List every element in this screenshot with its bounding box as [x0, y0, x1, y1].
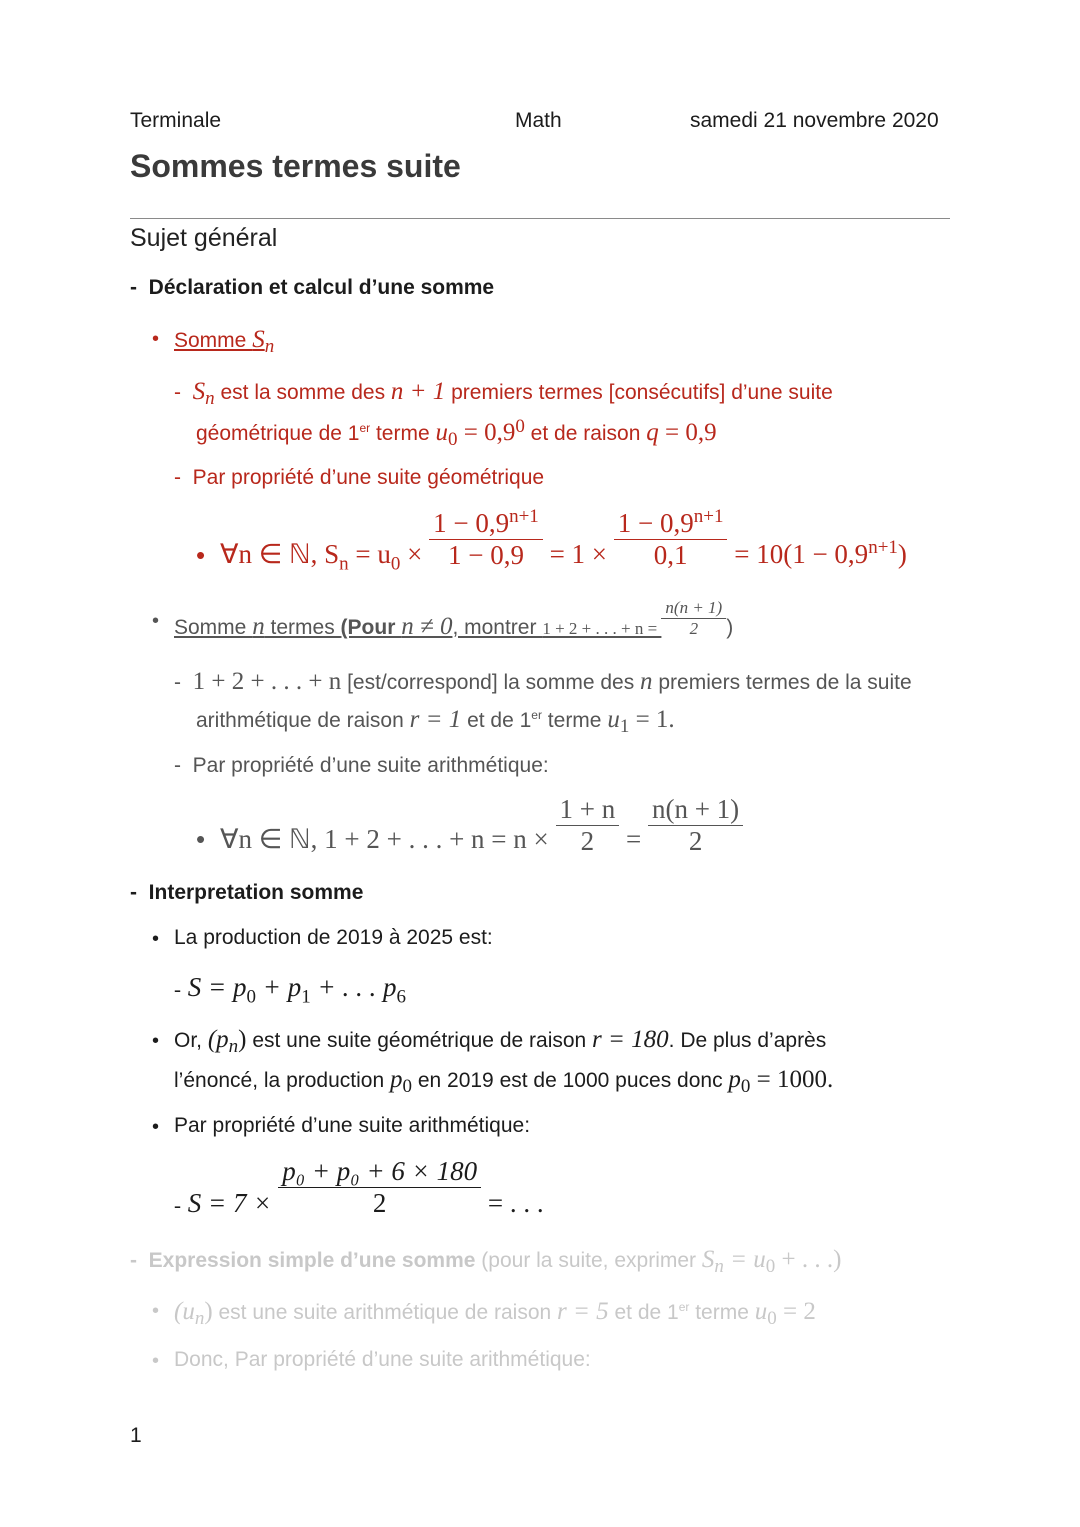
math-symbol: S [192, 378, 206, 405]
text-span: est une suite géométrique de raison [246, 1029, 593, 1052]
fraction-numerator: p₀ + p₀ + 6 × 180 [282, 1156, 478, 1186]
math-expr: (p [207, 1026, 229, 1053]
math-subscript: n [228, 1036, 239, 1058]
formula-part: ) [897, 538, 907, 569]
text-span: Par propriété d’une suite arithmétique: [192, 754, 549, 777]
text-span: et de 1 [608, 1301, 679, 1324]
formula-part: × [400, 538, 423, 569]
formula-part: = 1 × [549, 538, 608, 569]
math-superscript: n+1 [509, 506, 539, 527]
text-span: termes [264, 616, 341, 640]
math-subscript: 0 [246, 986, 256, 1008]
section-subject: Sujet général [130, 224, 278, 252]
arith-definition-line2 [196, 706, 675, 738]
math-expr: r = 1 [409, 706, 462, 733]
fraction-numerator: 1 + n [559, 794, 616, 824]
dash-marker: - [130, 1249, 137, 1272]
fraction [648, 794, 743, 857]
text-span: et de 1 [461, 709, 532, 732]
arith-property-line [174, 754, 549, 778]
math-subscript: 0 [740, 1076, 751, 1098]
superscript: er [678, 1300, 690, 1314]
fraction [661, 598, 726, 639]
text-span: l’énoncé, la production [174, 1069, 390, 1092]
text-span: est la somme des [214, 381, 391, 404]
bullet-dot: • [152, 1030, 160, 1052]
donc-line: Donc, Par propriété d’une suite arithmétique: [174, 1348, 591, 1371]
fraction [556, 794, 620, 857]
math-expr: = u [723, 1246, 766, 1273]
math-superscript: 0 [515, 416, 525, 437]
math-subscript: n [264, 336, 275, 358]
fraction-denominator: 1 − 0,9 [429, 539, 543, 571]
item-somme-sn [174, 326, 274, 358]
fraction-numerator: n(n + 1) [651, 794, 740, 824]
math-subscript: n [194, 1308, 205, 1330]
math-subscript: n [205, 388, 215, 410]
fraction-denominator: 2 [278, 1187, 481, 1219]
formula-part: + . . . p [310, 972, 397, 1002]
section-heading-expression [130, 1246, 841, 1278]
item-label: Somme [174, 329, 253, 352]
header-date: samedi 21 novembre 2020 [690, 109, 939, 132]
page-title: Sommes termes suite [130, 148, 461, 184]
math-expr: n ≠ 0 [401, 613, 453, 641]
fraction [278, 1156, 481, 1219]
math-subscript: 0 [767, 1308, 777, 1330]
heading-text: Déclaration et calcul d’une somme [148, 276, 495, 299]
superscript: er [359, 421, 371, 435]
geometric-sum-formula [220, 508, 907, 573]
production-line: La production de 2019 à 2025 est: [174, 926, 493, 949]
text-span: (Pour [340, 616, 402, 640]
fraction-denominator: 2 [661, 618, 726, 639]
math-superscript: n+1 [868, 536, 898, 558]
dash-marker: - [174, 754, 181, 777]
math-symbol: u [607, 706, 620, 733]
formula-part: S = p [187, 972, 247, 1002]
math-symbol: S [701, 1246, 715, 1273]
fraction-denominator: 0,1 [614, 539, 728, 571]
math-symbol: n [640, 668, 653, 695]
math-symbol: n [252, 613, 265, 641]
bullet-dot: • [152, 1300, 160, 1322]
math-expr: 1 + 2 + . . . + n = [542, 619, 662, 639]
math-expr: ) [204, 1298, 213, 1325]
math-symbol: u [435, 419, 448, 446]
math-expr: = 0,9 [457, 419, 516, 446]
fraction-numerator: 1 − 0,9 [433, 508, 510, 538]
math-expr: = 2 [776, 1298, 816, 1325]
header-class: Terminale [130, 109, 222, 132]
math-subscript: 0 [402, 1076, 412, 1098]
geometric-sequence-line2 [174, 1066, 833, 1098]
section-heading-declaration [130, 276, 494, 300]
text-span: Par propriété d’une suite géométrique [192, 466, 545, 489]
fraction-numerator: 1 − 0,9 [617, 508, 694, 538]
arith-sum-formula [220, 794, 743, 857]
arith-definition-line1 [174, 668, 912, 696]
formula-part: S = 7 × [187, 1187, 272, 1218]
math-superscript: n+1 [693, 506, 724, 527]
s-sum-expression [174, 972, 406, 1008]
text-span: Or, [174, 1029, 208, 1052]
page-number: 1 [130, 1424, 142, 1447]
text-span: arithmétique de raison [196, 709, 410, 732]
geometric-sequence-line1 [174, 1026, 826, 1058]
superscript: er [531, 708, 542, 722]
formula-part: = [625, 823, 648, 854]
dash-marker: - [174, 381, 181, 404]
text-span: terme [689, 1301, 755, 1324]
bullet-dot: • [152, 610, 160, 632]
math-expr: n + 1 [390, 378, 446, 405]
bullet-dot: • [196, 540, 206, 570]
math-expr: = 1000. [750, 1066, 834, 1093]
math-symbol: S [252, 326, 265, 353]
geometric-property-line [174, 466, 544, 490]
math-subscript: 1 [301, 986, 311, 1008]
math-subscript: 1 [619, 716, 630, 738]
math-subscript: 0 [390, 553, 401, 575]
formula-part: ∀n ∈ ℕ, 1 + 2 + . . . + n = n × [220, 823, 549, 854]
math-subscript: n [339, 553, 349, 575]
s-final-formula [174, 1156, 544, 1219]
math-expr: (u [174, 1298, 195, 1325]
dash-marker: - [174, 1192, 181, 1217]
math-subscript: n [714, 1256, 724, 1278]
math-expr: 1 + 2 + . . . + n [192, 668, 342, 695]
math-subscript: 0 [447, 429, 458, 451]
dash-marker: - [130, 276, 137, 299]
formula-part: = 10(1 − 0,9 [734, 538, 869, 569]
math-symbol: u [754, 1298, 768, 1325]
math-symbol: p [728, 1066, 741, 1093]
math-expr: r = 5 [557, 1298, 609, 1325]
dash-marker: - [174, 977, 181, 1001]
fraction-denominator: 2 [556, 825, 620, 857]
text-span: [est/correspond] la somme des [341, 671, 641, 694]
fraction [429, 506, 543, 571]
arith-property-line-2: Par propriété d’une suite arithmétique: [174, 1114, 531, 1137]
item-somme-n-termes [174, 598, 733, 639]
text-span: Somme [174, 616, 253, 640]
bullet-dot: • [196, 824, 206, 854]
fraction [614, 506, 728, 571]
dash-marker: - [174, 466, 181, 489]
math-expr: = 1. [629, 706, 675, 733]
text-span: , montrer [452, 616, 543, 640]
math-symbol: q [646, 419, 659, 446]
dash-marker: - [174, 671, 181, 694]
text-span: premiers termes de la suite [652, 671, 912, 694]
sn-definition-line1 [174, 378, 833, 410]
bullet-dot: • [152, 928, 160, 950]
text-span: premiers termes [consécutifs] d’une suite [445, 381, 833, 404]
text-span: et de raison [524, 422, 647, 445]
sn-definition-line2 [196, 416, 717, 451]
text-span: ) [726, 616, 734, 640]
un-arith-line [174, 1298, 816, 1330]
text-span: . De plus d’après [668, 1029, 827, 1052]
text-span: est une suite arithmétique de raison [212, 1301, 558, 1324]
text-span: terme [370, 422, 436, 445]
text-span: en 2019 est de 1000 puces donc [411, 1069, 729, 1092]
bullet-dot: • [152, 1116, 160, 1138]
bullet-dot: • [152, 1350, 160, 1372]
formula-part: + p [255, 972, 302, 1002]
fraction-numerator: n(n + 1) [665, 598, 723, 617]
math-expr: = 0,9 [658, 419, 717, 446]
heading-text: Interpretation somme [148, 881, 364, 904]
bullet-dot: • [152, 328, 160, 350]
text-span: terme [541, 709, 608, 732]
formula-part: ∀n ∈ ℕ, S [220, 538, 340, 569]
dash-marker: - [130, 881, 137, 904]
header-subject: Math [515, 109, 562, 132]
title-divider [130, 218, 950, 219]
math-expr: + . . .) [775, 1246, 842, 1273]
heading-text: Expression simple d’une somme [148, 1249, 476, 1272]
math-expr: r = 180 [592, 1026, 669, 1053]
text-span: (pour la suite, exprimer [475, 1249, 702, 1272]
fraction-denominator: 2 [648, 825, 743, 857]
math-symbol: p [389, 1066, 403, 1093]
math-subscript: 6 [396, 986, 406, 1008]
formula-part: = u [348, 538, 391, 569]
text-span: géométrique de 1 [196, 422, 360, 445]
section-heading-interpretation [130, 881, 363, 905]
formula-part: = . . . [487, 1187, 544, 1218]
math-expr: ) [238, 1026, 247, 1053]
math-subscript: 0 [765, 1256, 776, 1278]
